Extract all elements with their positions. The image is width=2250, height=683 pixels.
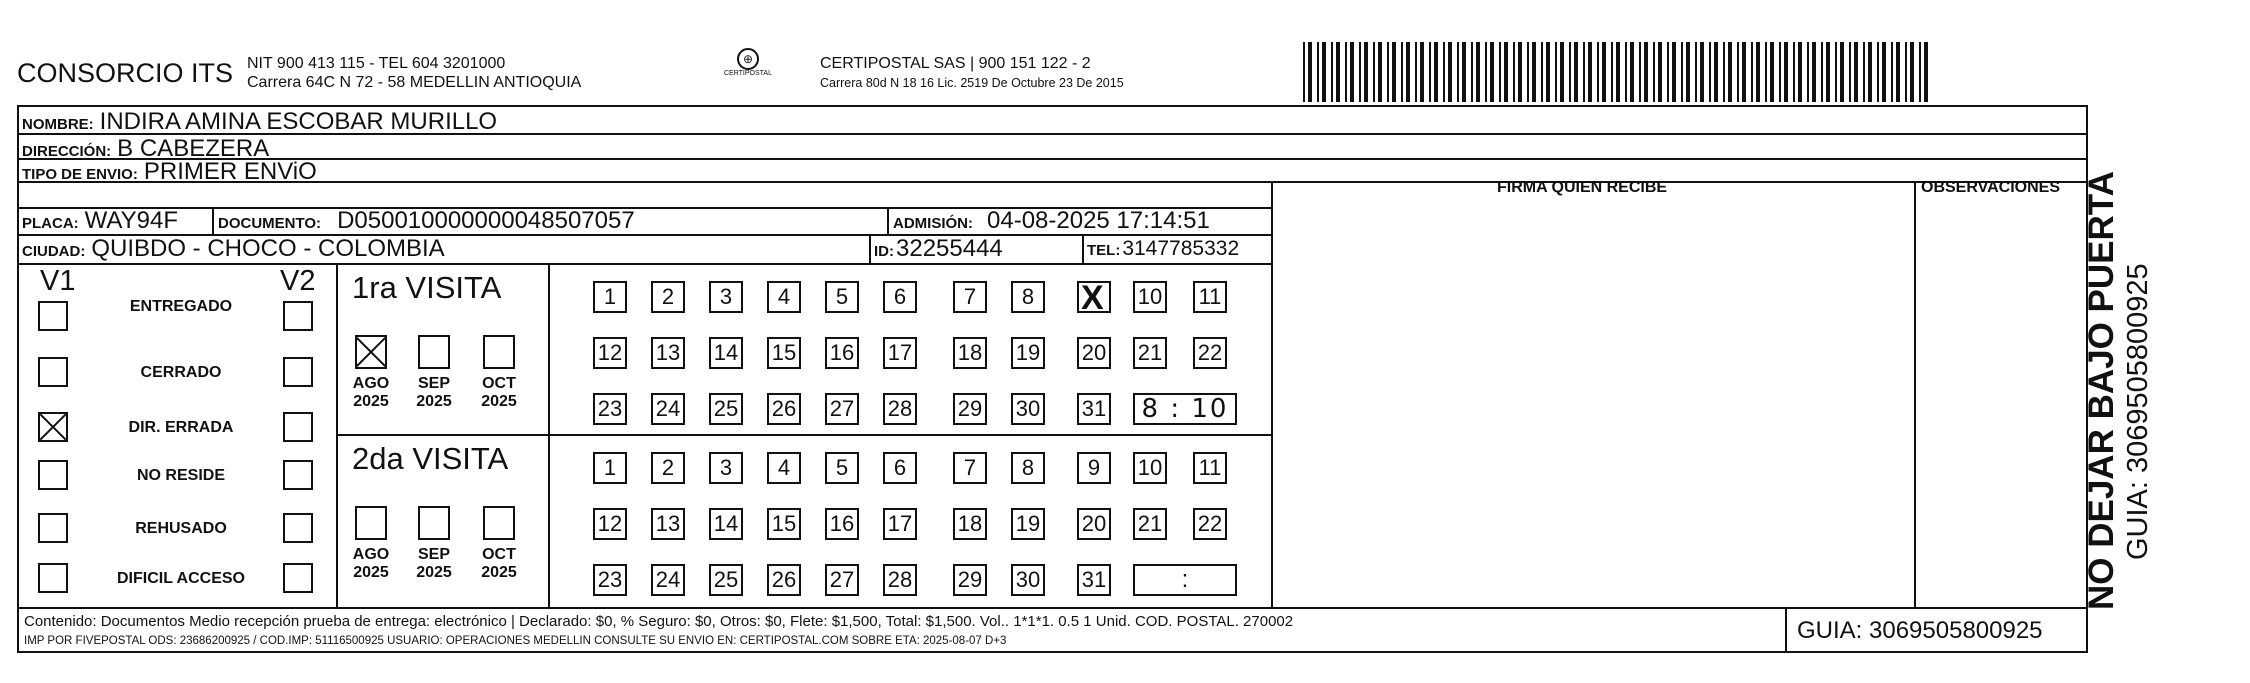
admission-label: ADMISIÓN: [893, 215, 973, 232]
carrier-license: Carrera 80d N 18 16 Lic. 2519 De Octubre 23 De 2015 [820, 76, 1124, 90]
day-box[interactable]: 26 [767, 564, 801, 596]
barcode-bar [1532, 42, 1536, 102]
day-box[interactable]: 5 [825, 452, 859, 484]
barcode-bar [1602, 42, 1606, 102]
day-box[interactable]: 19 [1011, 508, 1045, 540]
barcode-bar [1345, 42, 1347, 102]
barcode-bar [1331, 42, 1333, 102]
day-box[interactable]: 18 [953, 337, 987, 369]
barcode-bar [1490, 42, 1494, 102]
day-box[interactable]: 27 [825, 393, 859, 425]
barcode-bar [1765, 42, 1767, 102]
barcode-bar [1527, 42, 1529, 102]
carrier-name: CERTIPOSTAL SAS | 900 151 122 - 2 [820, 55, 1091, 72]
month-checkbox[interactable] [418, 335, 450, 369]
barcode-bar [1364, 42, 1368, 102]
day-box-marked[interactable] [1077, 281, 1111, 313]
status-label: DIR. ERRADA [128, 419, 234, 436]
barcode-bar [1798, 42, 1802, 102]
status-label: REHUSADO [135, 520, 227, 537]
barcode-bar [1905, 42, 1907, 102]
barcode-bar [1457, 42, 1459, 102]
barcode-bar [1826, 42, 1830, 102]
barcode-bar [1854, 42, 1858, 102]
month-name: AGO [352, 375, 390, 392]
barcode-bar [1471, 42, 1473, 102]
barcode-bar [1742, 42, 1746, 102]
day-box[interactable]: 3 [709, 452, 743, 484]
company-address: Carrera 64C N 72 - 58 MEDELLIN ANTIOQUIA [247, 74, 582, 91]
month-label [471, 375, 527, 411]
barcode-bar [1770, 42, 1774, 102]
day-box[interactable]: 22 [1193, 508, 1227, 540]
tel-value: 3147785332 [1122, 237, 1240, 260]
signature-label: FIRMA QUIEN RECIBE [1497, 179, 1668, 196]
certipostal-seal [716, 48, 780, 96]
visit-time-box[interactable]: 8 : 10 [1133, 393, 1237, 425]
day-box[interactable]: 13 [651, 337, 685, 369]
day-box[interactable]: 10 [1133, 452, 1167, 484]
barcode-bar [1667, 42, 1669, 102]
day-box[interactable]: 4 [767, 452, 801, 484]
month-year: 2025 [481, 393, 517, 410]
barcode-bar [1877, 42, 1879, 102]
day-box[interactable]: 14 [709, 508, 743, 540]
address-label: DIRECCIÓN: [22, 143, 112, 160]
day-box[interactable]: 1 [593, 452, 627, 484]
barcode-bar [1709, 42, 1711, 102]
barcode-bar [1835, 42, 1837, 102]
day-box[interactable]: 14 [709, 337, 743, 369]
barcode-bar [1714, 42, 1718, 102]
document-label: DOCUMENTO: [218, 215, 322, 232]
day-box[interactable]: 11 [1193, 452, 1227, 484]
visit-title: 2da VISITA [352, 441, 509, 476]
day-box[interactable]: 3 [709, 281, 743, 313]
company-name: CONSORCIO ITS [17, 58, 234, 88]
admission-value: 04-08-2025 17:14:51 [987, 207, 1210, 234]
barcode-bar [1448, 42, 1452, 102]
barcode-bar [1499, 42, 1501, 102]
barcode-bar [1840, 42, 1844, 102]
barcode-bar [1569, 42, 1571, 102]
month-name: AGO [352, 546, 390, 563]
side-notice [2082, 110, 2182, 610]
month-year: 2025 [353, 564, 389, 581]
barcode-bar [1751, 42, 1753, 102]
day-box[interactable]: 22 [1193, 337, 1227, 369]
document-value: D050010000000048507057 [337, 207, 635, 234]
status-v2-checkbox[interactable] [283, 563, 313, 593]
status-v2-checkbox[interactable] [283, 513, 313, 543]
barcode-bar [1630, 42, 1634, 102]
city-label: CIUDAD: [22, 243, 86, 260]
barcode-bar [1793, 42, 1795, 102]
day-box[interactable]: 23 [593, 564, 627, 596]
day-box[interactable]: 28 [883, 393, 917, 425]
month-name: OCT [482, 546, 516, 563]
day-box[interactable]: 15 [767, 508, 801, 540]
observations-label: OBSERVACIONES [1921, 179, 2060, 196]
status-v2-checkbox[interactable] [283, 301, 313, 331]
side-guia: GUIA: 3069505800925 [2122, 263, 2154, 560]
status-v1-checkbox[interactable] [38, 412, 68, 442]
barcode-bar [1392, 42, 1396, 102]
day-box[interactable]: 20 [1077, 508, 1111, 540]
barcode-bar [1919, 42, 1921, 102]
barcode-bar [1378, 42, 1382, 102]
barcode-bar [1700, 42, 1704, 102]
barcode-bar [1583, 42, 1585, 102]
month-year: 2025 [416, 393, 452, 410]
barcode-bar [1639, 42, 1641, 102]
v1-label: V1 [40, 265, 76, 297]
barcode-bar [1807, 42, 1809, 102]
barcode-bar [1322, 42, 1326, 102]
day-box[interactable]: 21 [1133, 337, 1167, 369]
side-notice-text: NO DEJAR BAJO PUERTA [2082, 171, 2121, 610]
footer-guia: GUIA: 3069505800925 [1797, 617, 2043, 644]
barcode-bar [1485, 42, 1487, 102]
barcode-bar [1611, 42, 1613, 102]
barcode-bar [1317, 42, 1319, 102]
seal-icon: ⊕ [737, 48, 759, 70]
barcode-bar [1303, 42, 1305, 102]
status-v1-checkbox[interactable] [38, 563, 68, 593]
barcode-bar [1555, 42, 1557, 102]
barcode-bar [1616, 42, 1620, 102]
day-box[interactable]: 7 [953, 281, 987, 313]
barcode-bar [1560, 42, 1564, 102]
barcode-bar [1784, 42, 1788, 102]
day-box[interactable]: 24 [651, 564, 685, 596]
barcode-bar [1359, 42, 1361, 102]
status-label: CERRADO [140, 364, 222, 381]
barcode-image [1303, 42, 1939, 102]
day-box[interactable]: 25 [709, 393, 743, 425]
barcode-bar [1401, 42, 1403, 102]
day-box[interactable]: 26 [767, 393, 801, 425]
day-box[interactable]: 18 [953, 508, 987, 540]
barcode-bar [1415, 42, 1417, 102]
barcode-bar [1686, 42, 1690, 102]
barcode-bar [1849, 42, 1851, 102]
barcode-bar [1625, 42, 1627, 102]
barcode-bar [1434, 42, 1438, 102]
barcode-bar [1588, 42, 1592, 102]
day-box[interactable]: 8 [1011, 281, 1045, 313]
city-value: QUIBDO - CHOCO - COLOMBIA [91, 235, 445, 262]
barcode-bar [1574, 42, 1578, 102]
tel-label: TEL: [1087, 242, 1121, 259]
barcode-bar [1462, 42, 1466, 102]
barcode-bar [1812, 42, 1816, 102]
day-box[interactable]: 1 [593, 281, 627, 313]
day-box[interactable]: 7 [953, 452, 987, 484]
barcode-bar [1350, 42, 1354, 102]
day-box[interactable]: 17 [883, 508, 917, 540]
company-nit: NIT 900 413 115 - TEL 604 3201000 [247, 55, 506, 72]
day-box[interactable]: 5 [825, 281, 859, 313]
day-box[interactable]: 13 [651, 508, 685, 540]
month-label [406, 546, 462, 582]
day-box[interactable]: 2 [651, 281, 685, 313]
day-box[interactable]: 24 [651, 393, 685, 425]
day-box[interactable]: 21 [1133, 508, 1167, 540]
day-box[interactable]: 20 [1077, 337, 1111, 369]
day-box[interactable]: 2 [651, 452, 685, 484]
day-box[interactable]: 31 [1077, 393, 1111, 425]
day-box[interactable]: 15 [767, 337, 801, 369]
day-box[interactable]: 27 [825, 564, 859, 596]
barcode-bar [1541, 42, 1543, 102]
name-label: NOMBRE: [22, 116, 94, 133]
month-label [471, 546, 527, 582]
month-name: SEP [417, 546, 450, 563]
day-box[interactable]: 12 [593, 337, 627, 369]
delivery-form [17, 105, 2088, 653]
day-box[interactable]: 23 [593, 393, 627, 425]
day-box[interactable]: 30 [1011, 564, 1045, 596]
barcode-bar [1695, 42, 1697, 102]
day-box[interactable]: 16 [825, 337, 859, 369]
visit-time-box[interactable]: : [1133, 564, 1237, 596]
month-year: 2025 [353, 393, 389, 410]
day-box[interactable]: 8 [1011, 452, 1045, 484]
barcode-bar [1504, 42, 1508, 102]
barcode-bar [1476, 42, 1480, 102]
month-name: OCT [482, 375, 516, 392]
barcode-bar [1597, 42, 1599, 102]
day-box[interactable]: 28 [883, 564, 917, 596]
barcode-bar [1882, 42, 1886, 102]
month-name: SEP [417, 375, 450, 392]
barcode-bar [1658, 42, 1662, 102]
status-label: NO RESIDE [136, 467, 225, 484]
day-box[interactable]: 16 [825, 508, 859, 540]
barcode-bar [1863, 42, 1865, 102]
day-box[interactable]: 11 [1193, 281, 1227, 313]
day-box[interactable]: 6 [883, 452, 917, 484]
barcode-bar [1756, 42, 1760, 102]
barcode-bar [1644, 42, 1648, 102]
plate-value: WAY94F [84, 207, 179, 234]
status-v1-checkbox[interactable] [38, 357, 68, 387]
barcode-bar [1737, 42, 1739, 102]
barcode-bar [1723, 42, 1725, 102]
barcode-bar [1373, 42, 1375, 102]
month-label [406, 375, 462, 411]
month-checkbox[interactable] [355, 506, 387, 540]
month-label [343, 375, 399, 411]
status-label: ENTREGADO [129, 298, 233, 315]
day-box[interactable]: 25 [709, 564, 743, 596]
barcode-bar [1910, 42, 1914, 102]
barcode-bar [1443, 42, 1445, 102]
barcode-bar [1518, 42, 1522, 102]
plate-label: PLACA: [22, 215, 79, 232]
month-year: 2025 [416, 564, 452, 581]
month-checkbox[interactable] [483, 335, 515, 369]
barcode-bar [1387, 42, 1389, 102]
barcode-bar [1896, 42, 1900, 102]
status-v2-checkbox[interactable] [283, 357, 313, 387]
barcode-bar [1513, 42, 1515, 102]
barcode-bar [1653, 42, 1655, 102]
day-box[interactable]: 29 [953, 564, 987, 596]
id-label: ID: [874, 243, 894, 260]
visit-title: 1ra VISITA [352, 270, 502, 305]
day-box[interactable]: 4 [767, 281, 801, 313]
barcode-bar [1681, 42, 1683, 102]
barcode-bar [1336, 42, 1340, 102]
barcode-bar [1429, 42, 1431, 102]
barcode-bar [1868, 42, 1872, 102]
barcode-bar [1420, 42, 1424, 102]
month-checkbox[interactable] [483, 506, 515, 540]
day-box[interactable]: 10 [1133, 281, 1167, 313]
day-box[interactable]: 12 [593, 508, 627, 540]
barcode-bar [1779, 42, 1781, 102]
barcode-bar [1891, 42, 1893, 102]
month-year: 2025 [481, 564, 517, 581]
barcode-bar [1821, 42, 1823, 102]
status-v1-checkbox[interactable] [38, 460, 68, 490]
barcode-bar [1672, 42, 1676, 102]
day-box[interactable]: 17 [883, 337, 917, 369]
month-checkbox[interactable] [355, 335, 387, 369]
month-checkbox[interactable] [418, 506, 450, 540]
status-label: DIFICIL ACCESO [116, 570, 245, 587]
barcode-bar [1406, 42, 1410, 102]
type-label: TIPO DE ENVIO: [22, 166, 138, 183]
status-v1-checkbox[interactable] [38, 513, 68, 543]
shipment-type: PRIMER ENViO [143, 158, 317, 185]
barcode-bar [1728, 42, 1732, 102]
barcode-bar [1924, 42, 1928, 102]
day-box[interactable]: 31 [1077, 564, 1111, 596]
status-v1-checkbox[interactable] [38, 301, 68, 331]
barcode-bar [1308, 42, 1312, 102]
day-box[interactable]: 19 [1011, 337, 1045, 369]
month-label [343, 546, 399, 582]
day-box[interactable]: 9 [1077, 452, 1111, 484]
recipient-address: B CABEZERA [117, 135, 270, 162]
recipient-name: INDIRA AMINA ESCOBAR MURILLO [99, 108, 498, 135]
footer-imp: IMP POR FIVEPOSTAL ODS: 23686200925 / COD.IMP: 51116500925 USUARIO: OPERACIONES MEDELLIN CONSULTE SU ENVIO EN: CERTIPOSTAL.COM SOBRE ETA: 2025-08-07 D+3 [24, 635, 1007, 647]
status-v2-checkbox[interactable] [283, 460, 313, 490]
id-value: 32255444 [896, 235, 1003, 262]
v2-label: V2 [280, 265, 316, 297]
seal-text: CERTIPOSTAL [724, 70, 772, 77]
day-box[interactable]: 6 [883, 281, 917, 313]
day-box[interactable]: 30 [1011, 393, 1045, 425]
barcode-bar [1546, 42, 1550, 102]
day-box[interactable]: 29 [953, 393, 987, 425]
status-v2-checkbox[interactable] [283, 412, 313, 442]
footer-content: Contenido: Documentos Medio recepción prueba de entrega: electrónico | Declarado: $0, % Seguro: $0, Otros: $0, Flete: $1,500, Total: $1,500. Vol.. 1*1*1. 0.5 1 Unid. COD. POSTAL. 270002 [24, 613, 1294, 630]
